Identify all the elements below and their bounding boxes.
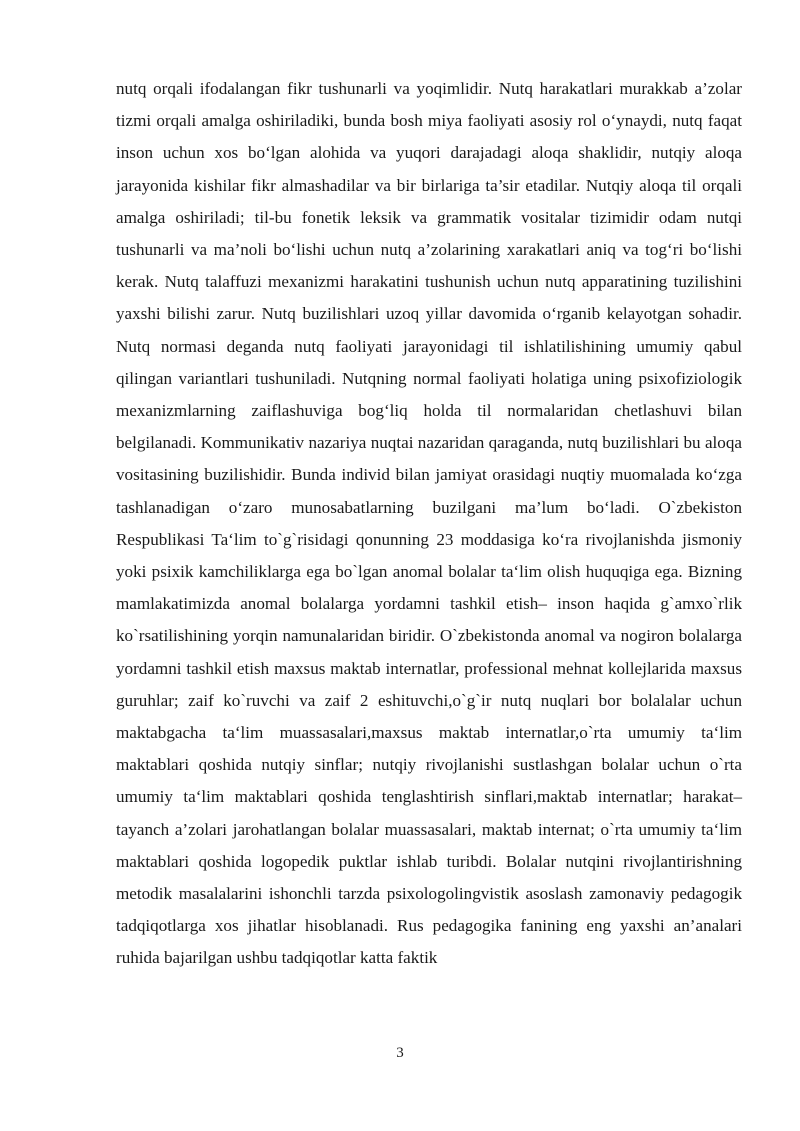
page-number: 3 [396,1045,404,1061]
body-paragraph: nutq orqali ifodalangan fikr tushunarli va yoqimlidir. Nutq harakatlari murakkab a’zolar tizmi orqali amalga oshiriladiki, bunda bosh miya faoliyati asosiy rol o‘ynaydi, nutq faqat inson uchun xos bo‘lgan alohida va yuqori darajadagi aloqa shaklidir, nutqiy aloqa jarayonida kishilar fikr almashadilar va bir birlariga ta’sir etadilar. Nutqiy aloqa til orqali amalga oshiriladi; til-bu fonetik leksik va grammatik vositalar tizimidir odam nutqi tushunarli va ma’noli bo‘lishi uchun nutq a’zolarining xarakatlari aniq va tog‘ri bo‘lishi kerak. Nutq talaffuzi mexanizmi harakatini tushunish uchun nutq apparatining tuzilishini yaxshi bilishi zarur. Nutq buzilishlari uzoq yillar davomida o‘rganib kelayotgan sohadir. Nutq normasi deganda nutq faoliyati jarayonidagi til ishlatilishining umumiy qabul qilingan variantlari tushuniladi. Nutqning normal faoliyati holatiga uning psixofiziologik mexanizmlarning zaiflashuviga bog‘liq holda til normalaridan chetlashuvi bilan belgilanadi. Kommunikativ nazariya nuqtai nazaridan qaraganda, nutq buzilishlari bu aloqa vositasining buzilishidir. Bunda individ bilan jamiyat orasidagi nuqtiy muomalada ko‘zga tashlanadigan o‘zaro munosabatlarning buzilgani ma’lum bo‘ladi. O`zbekiston Respublikasi Ta‘lim to`g`risidagi qonunning 23 moddasiga ko‘ra rivojlanishda jismoniy yoki psixik kamchiliklarga ega bo`lgan anomal bolalar ta‘lim olish huquqiga ega. Bizning mamlakatimizda anomal bolalarga yordamni tashkil etish– inson haqida g`amxo`rlik ko`rsatilishining yorqin namunalaridan biridir. O`zbekistonda anomal va nogiron bolalarga yordamni tashkil etish maxsus maktab internatlar, professional mehnat kollejlarida maxsus guruhlar; zaif ko`ruvchi va zaif 2 eshituvchi,o`g`ir nutq nuqlari bor bolalalar uchun maktabgacha ta‘lim muassasalari,maxsus maktab internatlar,o`rta umumiy ta‘lim maktablari qoshida nutqiy sinflar; nutqiy rivojlanishi sustlashgan bolalar uchun o`rta umumiy ta‘lim maktablari qoshida tenglashtirish sinflari,maktab internatlar; harakat– tayanch a’zolari jarohatlangan bolalar muassasalari, maktab internat; o`rta umumiy ta‘lim maktablari qoshida logopedik puktlar ishlab turibdi. Bolalar nutqini rivojlantirishning metodik masalalarini ishonchli tarzda psixologolingvistik asoslash zamonaviy pedagogik tadqiqotlarga xos jihatlar hisoblanadi. Rus pedagogika fanining eng yaxshi an’analari ruhida bajarilgan ushbu tadqiqotlar katta faktik [116,79,742,968]
